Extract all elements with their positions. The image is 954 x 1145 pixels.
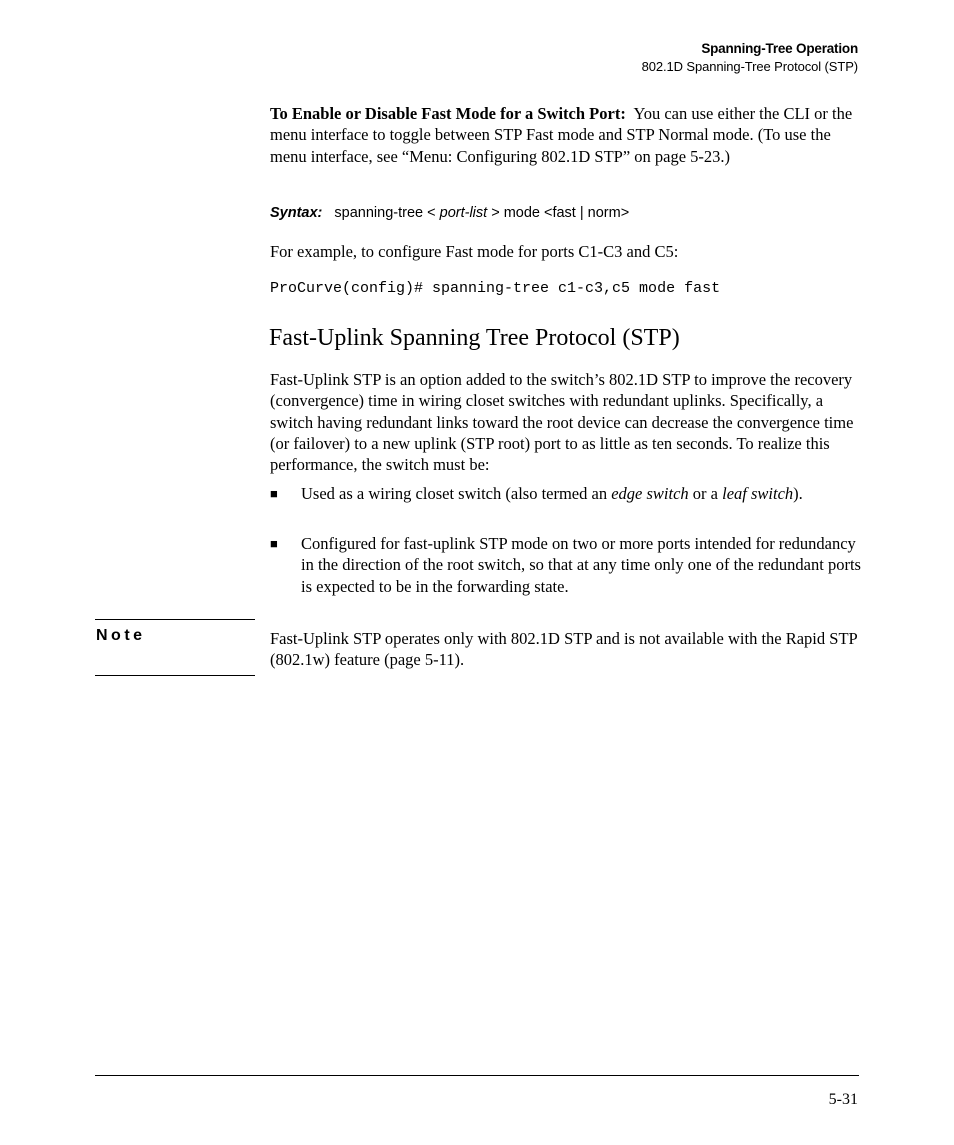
running-header-subtitle: 802.1D Spanning-Tree Protocol (STP) <box>641 59 858 74</box>
syntax-label: Syntax: <box>270 205 323 221</box>
syntax-command: spanning-tree < <box>334 205 436 221</box>
running-header-title: Spanning-Tree Operation <box>701 41 858 56</box>
list-item-emphasis: leaf switch <box>722 484 794 503</box>
square-bullet-icon: ■ <box>270 536 278 551</box>
page-number: 5-31 <box>828 1091 858 1108</box>
list-item <box>270 483 860 504</box>
square-bullet-icon: ■ <box>270 486 278 501</box>
syntax-rest: > mode <fast | norm> <box>491 205 630 221</box>
note-label: Note <box>96 627 146 644</box>
list-item-emphasis: edge switch <box>611 484 689 503</box>
section-intro: Fast-Uplink STP is an option added to the switch’s 802.1D STP to improve the recovery (convergence) time in wiring closet switches with redundant uplinks. Specifically, a switch having redundant links toward the root device can decrease the convergence time (or failover) to a new uplink (STP root) port to as little as ten seconds. To realize this performance, the switch must be: <box>270 370 854 475</box>
fast-mode-text: You can use either the CLI or the menu interface to toggle between STP Fast mode and STP Normal mode. (To use the menu interface, see “Menu: Configuring 802.1D STP” on page 5-23.) <box>270 104 853 166</box>
example-intro: For example, to configure Fast mode for ports C1-C3 and C5: <box>270 242 679 261</box>
fast-mode-paragraph <box>270 103 860 167</box>
syntax-param: port-list <box>439 205 488 221</box>
syntax-line <box>270 205 629 221</box>
fast-mode-heading: To Enable or Disable Fast Mode for a Switch Port: <box>270 104 626 123</box>
footer-rule <box>95 1075 859 1076</box>
list-item <box>270 533 860 597</box>
list-item-text-pre: Used as a wiring closet switch (also termed an <box>301 484 612 503</box>
note-top-rule <box>95 619 255 620</box>
note-bottom-rule <box>95 675 255 676</box>
list-item-text-mid: or a <box>688 484 723 503</box>
section-heading: Fast-Uplink Spanning Tree Protocol (STP) <box>269 325 680 351</box>
list-item-text <box>301 483 861 504</box>
list-item-text-post: ). <box>793 484 803 503</box>
list-item-text: Configured for fast-uplink STP mode on two or more ports intended for redundancy in the direction of the root switch, so that at any time only one of the redundant ports is expected to be in the forwarding state. <box>301 534 861 596</box>
code-example: ProCurve(config)# spanning-tree c1-c3,c5 mode fast <box>270 280 721 297</box>
note-text: Fast-Uplink STP operates only with 802.1D STP and is not available with the Rapid STP (802.1w) feature (page 5-11). <box>270 629 858 670</box>
